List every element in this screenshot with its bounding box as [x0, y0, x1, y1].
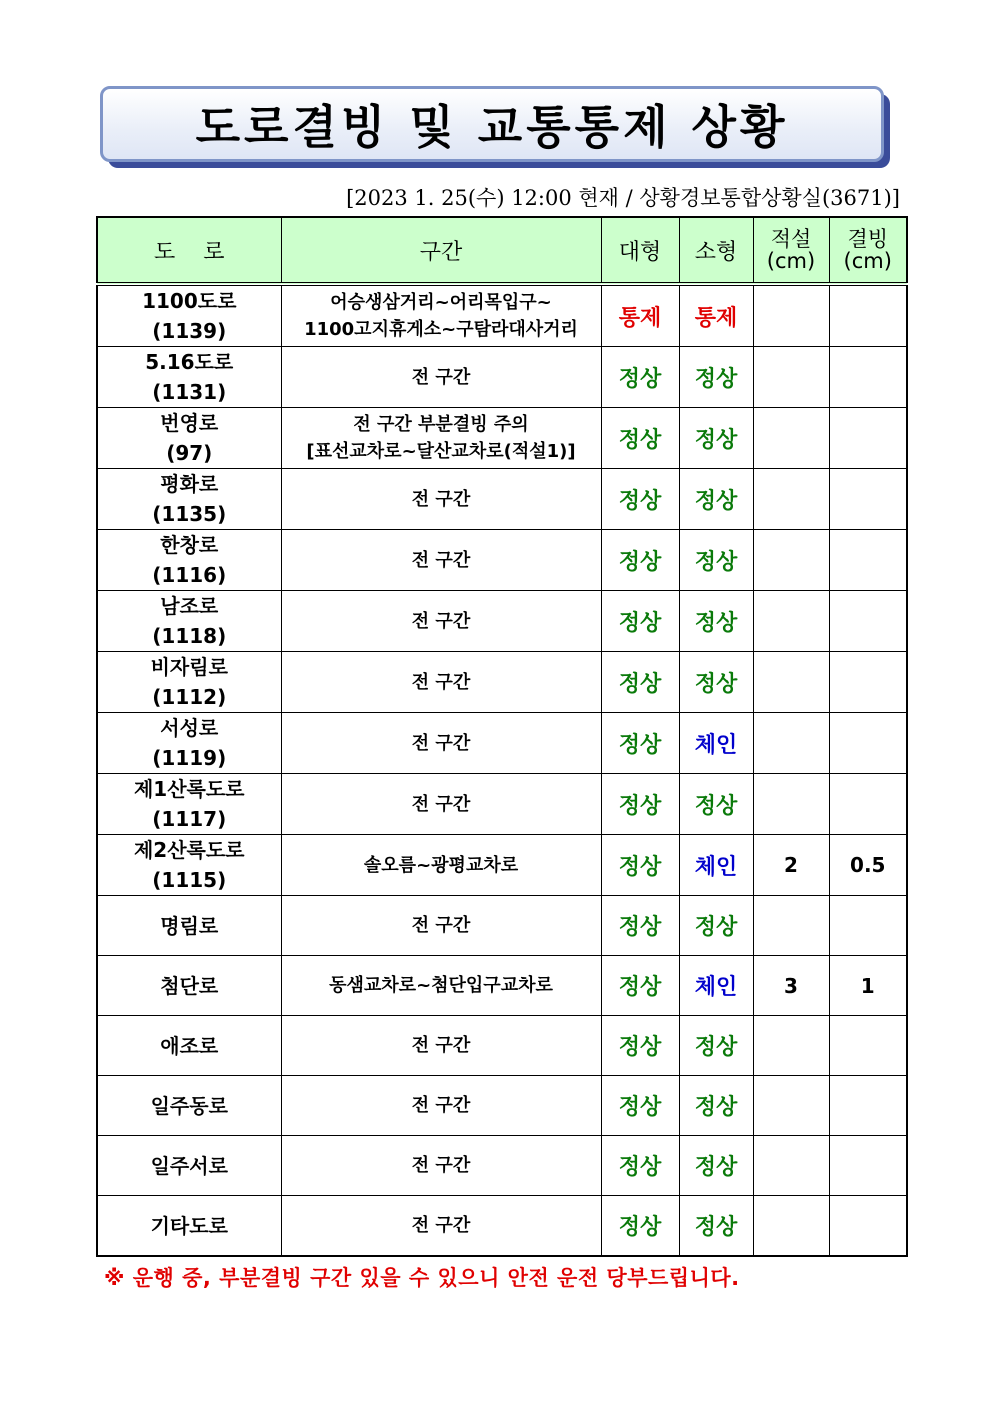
table-row: [97, 591, 907, 652]
road-name: 서성로: [160, 716, 219, 740]
road-name: 5.16도로: [145, 350, 234, 374]
small-vehicle-status: 정상: [679, 1196, 753, 1257]
road-name-cell: [97, 896, 281, 956]
header-ice-depth: 결빙 (cm): [829, 217, 907, 284]
small-vehicle-status: 정상: [679, 469, 753, 530]
road-name-cell: [97, 956, 281, 1016]
section-cell: [281, 347, 601, 408]
ice-depth-value: [829, 1196, 907, 1257]
header-section: 구간: [281, 217, 601, 284]
section-cell: [281, 284, 601, 347]
road-name: 평화로: [160, 472, 219, 496]
section-line-1: 전 구간: [411, 610, 471, 632]
road-name-cell: [97, 591, 281, 652]
section-cell: [281, 1016, 601, 1076]
road-name: 일주서로: [150, 1153, 228, 1178]
header-road: 도 로: [97, 217, 281, 284]
road-code: (1118): [152, 624, 227, 648]
section-line-1: 전 구간: [411, 488, 471, 510]
table-row: [97, 956, 907, 1016]
section-line-1: 동샘교차로~첨단입구교차로: [329, 975, 553, 996]
section-line-1: 어승생삼거리~어리목입구~: [330, 292, 552, 313]
road-name-cell: [97, 469, 281, 530]
table-row: [97, 1016, 907, 1076]
section-cell: [281, 591, 601, 652]
large-vehicle-status: 정상: [601, 956, 679, 1016]
road-name: 명림로: [160, 913, 219, 938]
large-vehicle-status: 정상: [601, 835, 679, 896]
ice-depth-value: [829, 284, 907, 347]
road-code: (1131): [152, 380, 227, 404]
road-name-cell: [97, 347, 281, 408]
snow-depth-value: [753, 347, 829, 408]
snow-depth-value: [753, 713, 829, 774]
header-snow-depth: 적설 (cm): [753, 217, 829, 284]
road-name: 비자림로: [150, 655, 228, 679]
ice-depth-value: [829, 713, 907, 774]
road-code: (1115): [152, 868, 227, 892]
large-vehicle-status: 정상: [601, 1136, 679, 1196]
section-line-1: 전 구간: [411, 671, 471, 693]
road-name-cell: [97, 774, 281, 835]
road-name-cell: [97, 1196, 281, 1257]
section-line-1: 전 구간: [411, 1035, 471, 1056]
snow-depth-value: 3: [753, 956, 829, 1016]
section-line-1: 전 구간: [411, 366, 471, 388]
section-line-1: 전 구간: [411, 1155, 471, 1176]
section-cell: [281, 1076, 601, 1136]
large-vehicle-status: 정상: [601, 774, 679, 835]
table-row: [97, 713, 907, 774]
table-row: [97, 652, 907, 713]
small-vehicle-status: 체인: [679, 713, 753, 774]
section-cell: [281, 896, 601, 956]
large-vehicle-status: 정상: [601, 713, 679, 774]
section-cell: [281, 956, 601, 1016]
section-line-1: 전 구간: [411, 732, 471, 754]
header-small-vehicle: 소형: [679, 217, 753, 284]
road-name-cell: [97, 284, 281, 347]
ice-depth-value: [829, 1136, 907, 1196]
page-title: 도로결빙 및 교통통제 상황: [195, 100, 789, 154]
road-name-cell: [97, 1136, 281, 1196]
ice-depth-value: [829, 408, 907, 469]
road-status-table: [96, 216, 908, 1257]
header-large-vehicle: 대형: [601, 217, 679, 284]
ice-depth-value: 1: [829, 956, 907, 1016]
small-vehicle-status: 체인: [679, 835, 753, 896]
section-cell: [281, 1196, 601, 1257]
snow-depth-value: [753, 469, 829, 530]
road-name: 애조로: [160, 1033, 219, 1058]
table-row: [97, 469, 907, 530]
road-code: (1117): [152, 807, 227, 831]
section-line-1: 솔오름~광평교차로: [363, 854, 519, 876]
large-vehicle-status: 정상: [601, 591, 679, 652]
road-name-cell: [97, 530, 281, 591]
snow-depth-value: [753, 774, 829, 835]
small-vehicle-status: 정상: [679, 652, 753, 713]
small-vehicle-status: 정상: [679, 896, 753, 956]
road-name: 제2산록도로: [133, 838, 245, 862]
section-cell: [281, 530, 601, 591]
table-row: [97, 774, 907, 835]
road-name: 일주동로: [150, 1093, 228, 1118]
small-vehicle-status: 정상: [679, 530, 753, 591]
road-name: 번영로: [160, 411, 219, 435]
road-code: (1119): [152, 746, 227, 770]
section-line-1: 전 구간: [411, 793, 471, 815]
section-line-1: 전 구간: [411, 1215, 471, 1236]
snow-depth-value: [753, 896, 829, 956]
road-name: 제1산록도로: [133, 777, 245, 801]
section-cell: [281, 1136, 601, 1196]
section-cell: [281, 408, 601, 469]
road-name: 남조로: [160, 594, 219, 618]
section-line-1: 전 구간 부분결빙 주의: [353, 414, 529, 435]
small-vehicle-status: 정상: [679, 774, 753, 835]
table-row: [97, 284, 907, 347]
table-row: [97, 408, 907, 469]
snow-depth-value: [753, 408, 829, 469]
road-name: 기타도로: [150, 1213, 228, 1238]
ice-depth-value: [829, 1076, 907, 1136]
road-code: (1116): [152, 563, 227, 587]
table-row: [97, 530, 907, 591]
table-row: [97, 835, 907, 896]
road-name-cell: [97, 652, 281, 713]
snow-depth-value: [753, 284, 829, 347]
title-banner: [100, 86, 890, 168]
table-row: [97, 1076, 907, 1136]
ice-depth-value: [829, 591, 907, 652]
section-line-2: 1100고지휴게소~구탐라대사거리: [304, 319, 578, 340]
title-box: [100, 86, 884, 162]
section-cell: [281, 713, 601, 774]
ice-depth-value: [829, 1016, 907, 1076]
road-code: (1135): [152, 502, 227, 526]
snow-depth-value: [753, 1076, 829, 1136]
road-code: (1139): [152, 319, 227, 343]
small-vehicle-status: 정상: [679, 347, 753, 408]
road-name-cell: [97, 1016, 281, 1076]
section-line-1: 전 구간: [411, 915, 471, 936]
section-cell: [281, 774, 601, 835]
road-name: 1100도로: [142, 289, 237, 313]
small-vehicle-status: 정상: [679, 591, 753, 652]
small-vehicle-status: 정상: [679, 408, 753, 469]
snow-depth-value: [753, 1196, 829, 1257]
ice-depth-value: 0.5: [829, 835, 907, 896]
ice-depth-value: [829, 896, 907, 956]
ice-depth-value: [829, 347, 907, 408]
section-line-2: [표선교차로~달산교차로(적설1)]: [306, 441, 576, 462]
table-header-row: [97, 217, 907, 284]
road-name-cell: [97, 408, 281, 469]
section-cell: [281, 469, 601, 530]
large-vehicle-status: 정상: [601, 652, 679, 713]
road-name: 한창로: [160, 533, 219, 557]
road-code: (1112): [152, 685, 227, 709]
snow-depth-value: [753, 1016, 829, 1076]
ice-depth-value: [829, 774, 907, 835]
large-vehicle-status: 정상: [601, 408, 679, 469]
large-vehicle-status: 정상: [601, 1016, 679, 1076]
road-name-cell: [97, 713, 281, 774]
table-row: [97, 1136, 907, 1196]
ice-depth-value: [829, 530, 907, 591]
small-vehicle-status: 정상: [679, 1016, 753, 1076]
road-name-cell: [97, 835, 281, 896]
small-vehicle-status: 체인: [679, 956, 753, 1016]
table-row: [97, 896, 907, 956]
road-code: (97): [166, 441, 213, 465]
large-vehicle-status: 정상: [601, 1196, 679, 1257]
snow-depth-value: [753, 591, 829, 652]
small-vehicle-status: 정상: [679, 1136, 753, 1196]
report-timestamp: [2023 1. 25(수) 12:00 현재 / 상황경보통합상황실(3671)]: [346, 186, 900, 210]
ice-depth-value: [829, 469, 907, 530]
section-line-1: 전 구간: [411, 1095, 471, 1116]
large-vehicle-status: 정상: [601, 469, 679, 530]
snow-depth-value: 2: [753, 835, 829, 896]
snow-depth-value: [753, 1136, 829, 1196]
snow-depth-value: [753, 652, 829, 713]
table-row: [97, 1196, 907, 1257]
small-vehicle-status: 통제: [679, 284, 753, 347]
large-vehicle-status: 정상: [601, 347, 679, 408]
ice-depth-value: [829, 652, 907, 713]
table-row: [97, 347, 907, 408]
section-line-1: 전 구간: [411, 549, 471, 571]
small-vehicle-status: 정상: [679, 1076, 753, 1136]
snow-depth-value: [753, 530, 829, 591]
road-name-cell: [97, 1076, 281, 1136]
large-vehicle-status: 정상: [601, 530, 679, 591]
section-cell: [281, 835, 601, 896]
safety-note: ※ 운행 중, 부분결빙 구간 있을 수 있으니 안전 운전 당부드립니다.: [104, 1266, 740, 1290]
large-vehicle-status: 정상: [601, 1076, 679, 1136]
large-vehicle-status: 정상: [601, 896, 679, 956]
large-vehicle-status: 통제: [601, 284, 679, 347]
road-name: 첨단로: [160, 973, 219, 998]
section-cell: [281, 652, 601, 713]
